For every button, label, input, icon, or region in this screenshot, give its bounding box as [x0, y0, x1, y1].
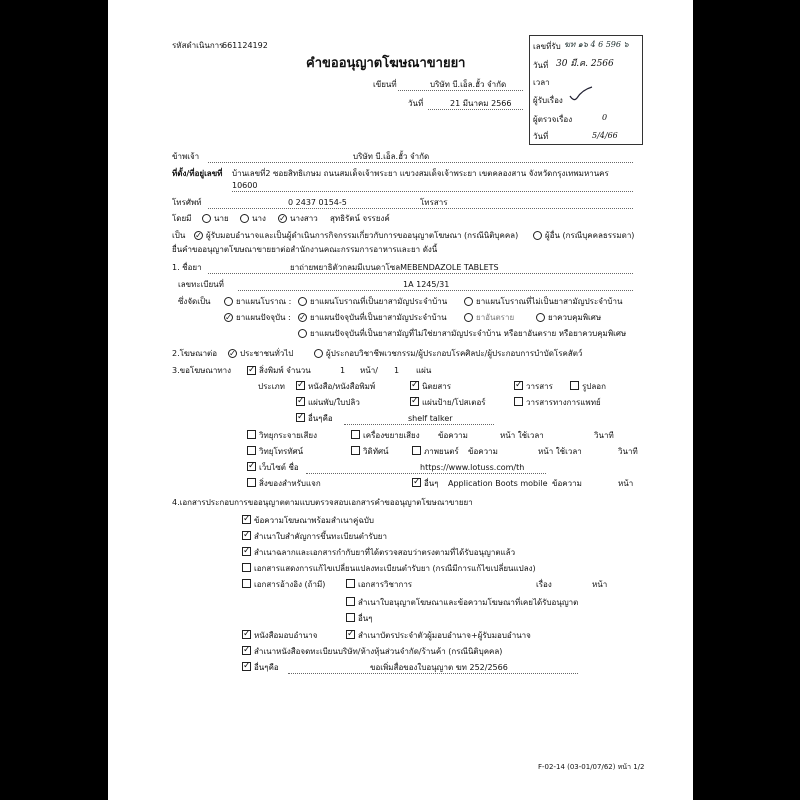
drug-value: ยาถ่ายพยาธิตัวกลมมีเบนดาโซลMEBENDAZOLE TABLETS [290, 263, 499, 272]
written-at-label: เขียนที่ [373, 80, 397, 89]
newspaper-label: หนังสือ/หนังสือพิมพ์ [308, 382, 376, 391]
checkbox-other-print[interactable]: ✓ [297, 412, 305, 422]
power-of-attorney-label: หนังสือมอบอำนาจ [254, 631, 318, 640]
reference-label: เอกสารอ้างอิง (ถ้ามี) [254, 580, 326, 589]
ref-other-label: อื่นๆ [358, 614, 373, 623]
receiver-signature-icon [568, 86, 594, 104]
giveaway-label: สิ่งของสำหรับแจก [259, 479, 321, 488]
sheets-count: 1 [394, 366, 400, 375]
checkbox-giveaway[interactable] [247, 478, 256, 487]
by-label: โดยมี [172, 214, 192, 223]
radio-miss[interactable]: ✓ [279, 214, 286, 223]
website-label: เว็บไซต์ ชื่อ [259, 463, 299, 472]
s4-label: 4.เอกสารประกอบการขออนุญาตตามแบบตรวจสอบเอกสารคำขออนุญาตโฆษณาขายยา [172, 498, 473, 507]
page-time-label: หน้า ใช้เวลา [500, 431, 544, 440]
category-label: ซึ่งจัดเป็น [178, 297, 211, 306]
message3-label: ข้อความ [552, 479, 582, 488]
fax-label: โทรสาร [420, 198, 448, 207]
checkbox-leaflet[interactable]: ✓ [297, 396, 305, 406]
checkbox-reg-copy[interactable]: ✓ [243, 530, 251, 540]
checkbox-doc-other[interactable]: ✓ [243, 661, 251, 671]
stamp-receipt-label: เลขที่รับ [533, 42, 561, 51]
medical-journal-label: วารสารทางการแพทย์ [526, 398, 601, 407]
contact-name: สุทธิรัตน์ จรรยงค์ [330, 214, 390, 223]
radio-authorized[interactable]: ✓ [195, 231, 202, 240]
radio-modern-other[interactable] [298, 329, 307, 338]
dotted-line [306, 473, 546, 474]
form-code-value: 661124192 [222, 41, 268, 50]
checkbox-print[interactable]: ✓ [248, 365, 256, 375]
applicant-label: ข้าพเจ้า [172, 152, 200, 161]
checkbox-power-of-attorney[interactable]: ✓ [243, 629, 251, 639]
stamp-checker-label: ผู้ตรวจเรื่อง [533, 115, 573, 124]
stamp-time-label: เวลา [533, 78, 550, 87]
checkbox-ref-other[interactable] [346, 613, 355, 622]
dotted-line [208, 208, 633, 209]
phone-label: โทรศัพท์ [172, 198, 202, 207]
radio-authorized-label: ผู้รับมอบอำนาจและเป็นผู้ดำเนินการกิจกรรมเกี่ยวกับการขออนุญาตโฆษณา (กรณีนิติบุคคล) [206, 231, 519, 240]
radio-trad-household[interactable] [298, 297, 307, 306]
other-media-value: Application Boots mobile [448, 479, 548, 488]
applicant-value: บริษัท บี.เอ็ล.ฮั้ว จำกัด [353, 152, 430, 161]
reg-label: เลขทะเบียนที่ [178, 280, 224, 289]
ad-text-label: ข้อความโฆษณาพร้อมสำเนาคู่ฉบับ [254, 516, 374, 525]
phone-value: 0 2437 0154-5 [288, 198, 347, 207]
dotted-line [208, 162, 633, 163]
radio-miss-label: นางสาว [290, 214, 318, 223]
receipt-stamp [529, 35, 643, 145]
radio-professionals-label: ผู้ประกอบวิชาชีพเวชกรรม/ผู้ประกอบโรคศิลปะ/ผู้ประกอบการบำบัดโรคสัตว์ [326, 349, 583, 358]
dotted-line [428, 109, 523, 110]
checkbox-medical-journal[interactable] [514, 397, 523, 406]
radio-mrs[interactable] [240, 214, 249, 223]
s2-label: 2.โฆษณาต่อ [172, 349, 218, 358]
prev-license-label: สำเนาใบอนุญาตโฆษณาและข้อความโฆษณาที่เคยได้รับอนุญาต [358, 598, 579, 607]
checkbox-reg-change[interactable] [242, 563, 251, 572]
dotted-line [398, 90, 523, 91]
pages-label: หน้า/ [360, 366, 378, 375]
radio-mr[interactable] [202, 214, 211, 223]
film-label: ภาพยนตร์ [424, 447, 459, 456]
leaflet-label: แผ่นพับ/ใบปลิว [308, 398, 360, 407]
page-label: หน้า [592, 580, 608, 589]
checkbox-label-copy[interactable]: ✓ [243, 546, 251, 556]
checkbox-website[interactable]: ✓ [248, 461, 256, 471]
company-reg-label: สำเนาหนังสือจดทะเบียนบริษัท/ห้างหุ้นส่วนจำกัด/ร้านค้า (กรณีนิติบุคคล) [254, 647, 503, 656]
website-value: https://www.lotuss.com/th [420, 463, 525, 472]
academic-label: เอกสารวิชาการ [358, 580, 413, 589]
message2-label: ข้อความ [468, 447, 498, 456]
checkbox-tv[interactable] [247, 446, 256, 455]
id-copies-label: สำเนาบัตรประจำตัวผู้มอบอำนาจ+ผู้รับมอบอำนาจ [358, 631, 531, 640]
checkbox-other-media[interactable]: ✓ [413, 477, 421, 487]
radio-other-person[interactable] [533, 231, 542, 240]
tv-label: วิทยุโทรทัศน์ [259, 447, 304, 456]
radio-traditional[interactable] [224, 297, 233, 306]
checkbox-poster[interactable]: ✓ [411, 396, 419, 406]
dotted-line [238, 290, 633, 291]
seconds2-label: วินาที [618, 447, 638, 456]
radio-other-person-label: ผู้อื่น (กรณีบุคคลธรรมดา) [545, 231, 635, 240]
radio-modern-label: ยาแผนปัจจุบัน : [236, 313, 291, 322]
radio-broadcast-label: วิทยุกระจายเสียง [259, 431, 317, 440]
dotted-line [344, 424, 494, 425]
journal-label: วารสาร [526, 382, 553, 391]
radio-trad-non-household[interactable] [464, 297, 473, 306]
decal-label: รูปลอก [582, 382, 606, 391]
radio-modern-household-label: ยาแผนปัจจุบันที่เป็นยาสามัญประจำบ้าน [310, 313, 447, 322]
magazine-label: นิตยสาร [422, 382, 452, 391]
address-line1: บ้านเลขที่2 ซอยสิทธิเกษม ถนนสมเด็จเจ้าพระยา แขวงสมเด็จเจ้าพระยา เขตคลองสาน จังหวัดกรุงเทพมหานคร [232, 169, 609, 178]
topic-label: เรื่อง [536, 580, 552, 589]
stamp-date2-label: วันที่ [533, 132, 549, 141]
radio-modern-other-label: ยาแผนปัจจุบันที่เป็นยาสามัญที่ไม่ใช่ยาสามัญประจำบ้าน หรือยาอันตราย หรือยาควบคุมพิเศษ [310, 329, 627, 338]
message-label: ข้อความ [438, 431, 468, 440]
checkbox-magazine[interactable]: ✓ [411, 380, 419, 390]
speaker-label: เครื่องขยายเสียง [363, 431, 420, 440]
checkbox-reference[interactable] [242, 579, 251, 588]
radio-modern[interactable]: ✓ [225, 313, 232, 322]
radio-mrs-label: นาง [252, 214, 266, 223]
checkbox-radio[interactable] [247, 430, 256, 439]
date-label: วันที่ [408, 99, 424, 108]
reg-value: 1A 1245/31 [403, 280, 450, 289]
radio-traditional-label: ยาแผนโบราณ : [236, 297, 292, 306]
poster-label: แผ่นป้าย/โปสเตอร์ [422, 398, 486, 407]
radio-mr-label: นาย [214, 214, 229, 223]
radio-general-public[interactable]: ✓ [229, 349, 236, 358]
checkbox-film[interactable] [412, 446, 421, 455]
submit-line: ยื่นคำขออนุญาตโฆษณาขายยาต่อสำนักงานคณะกรรมการอาหารและยา ดังนี้ [172, 245, 438, 254]
radio-dangerous[interactable] [464, 313, 473, 322]
checkbox-speaker[interactable] [351, 430, 360, 439]
other-media-label: อื่นๆ [424, 479, 439, 488]
checkbox-company-reg[interactable]: ✓ [243, 645, 251, 655]
checkbox-ad-text[interactable]: ✓ [243, 514, 251, 524]
stamp-date-value: 30 มี.ค. 2566 [556, 59, 614, 69]
label-copy-label: สำเนาฉลากและเอกสารกำกับยาที่ได้ตรวจสอบว่าตรงตามที่ได้รับอนุญาตแล้ว [254, 548, 516, 557]
radio-modern-household[interactable]: ✓ [299, 313, 306, 322]
written-at-value: บริษัท บี.เอ็ล.ฮั้ว จำกัด [430, 80, 507, 89]
drug-label: 1. ชื่อยา [172, 263, 202, 272]
stamp-checker-value: 0 [602, 113, 608, 122]
address-line2: 10600 [232, 181, 258, 190]
stamp-date-label: วันที่ [533, 61, 549, 70]
doc-other-value: ขอเพิ่มสื่อของใบอนุญาต ฆท 252/2566 [370, 663, 508, 672]
checkbox-decal[interactable] [570, 381, 579, 390]
print-count: 1 [340, 366, 346, 375]
checkbox-academic[interactable] [346, 579, 355, 588]
type-label: ประเภท [258, 382, 285, 391]
stamp-receiver-label: ผู้รับเรื่อง [533, 96, 563, 105]
radio-special-control-label: ยาควบคุมพิเศษ [548, 313, 602, 322]
seconds-label: วินาที [594, 431, 614, 440]
radio-special-control[interactable] [536, 313, 545, 322]
other-print-label: อื่นๆคือ [308, 414, 333, 423]
radio-general-public-label: ประชาชนทั่วไป [240, 349, 294, 358]
form-page [108, 0, 693, 800]
dotted-line [232, 191, 633, 192]
dotted-line [208, 273, 633, 274]
checkbox-video[interactable] [351, 446, 360, 455]
form-title: คำขออนุญาตโฆษณาขายยา [306, 56, 466, 71]
page3-label: หน้า [618, 479, 634, 488]
address-label: ที่ตั้ง/ที่อยู่เลขที่ [172, 169, 223, 178]
footer-code: F-02-14 (03-01/07/62) หน้า 1/2 [538, 763, 645, 771]
radio-trad-household-label: ยาแผนโบราณที่เป็นยาสามัญประจำบ้าน [310, 297, 448, 306]
s3-label: 3.ขอโฆษณาทาง [172, 366, 231, 375]
doc-other-label: อื่นๆคือ [254, 663, 279, 672]
video-label: วิดิทัศน์ [363, 447, 389, 456]
checkbox-newspaper[interactable]: ✓ [297, 380, 305, 390]
as-label: เป็น [172, 231, 186, 240]
checkbox-id-copies[interactable]: ✓ [347, 629, 355, 639]
page-time2-label: หน้า ใช้เวลา [538, 447, 582, 456]
sheets-label: แผ่น [416, 366, 432, 375]
stamp-date2-value: 5/4/66 [592, 131, 618, 140]
radio-trad-non-household-label: ยาแผนโบราณที่ไม่เป็นยาสามัญประจำบ้าน [476, 297, 623, 306]
dotted-line [288, 673, 578, 674]
radio-professionals[interactable] [314, 349, 323, 358]
other-print-value: shelf talker [408, 414, 453, 423]
radio-dangerous-label: ยาอันตราย [476, 313, 515, 322]
stamp-receipt-value: ฆท ๑๖ 4 6 596 ๖ [564, 40, 629, 49]
checkbox-prev-license[interactable] [346, 597, 355, 606]
print-label: สิ่งพิมพ์ จำนวน [259, 366, 311, 375]
reg-copy-label: สำเนาใบสำคัญการขึ้นทะเบียนตำรับยา [254, 532, 387, 541]
reg-change-label: เอกสารแสดงการแก้ไขเปลี่ยนแปลงทะเบียนตำรับยา (กรณีมีการแก้ไขเปลี่ยนแปลง) [254, 564, 536, 573]
form-code-label: รหัสดำเนินการ [172, 41, 224, 50]
checkbox-journal[interactable]: ✓ [515, 380, 523, 390]
date-value: 21 มีนาคม 2566 [450, 99, 512, 108]
